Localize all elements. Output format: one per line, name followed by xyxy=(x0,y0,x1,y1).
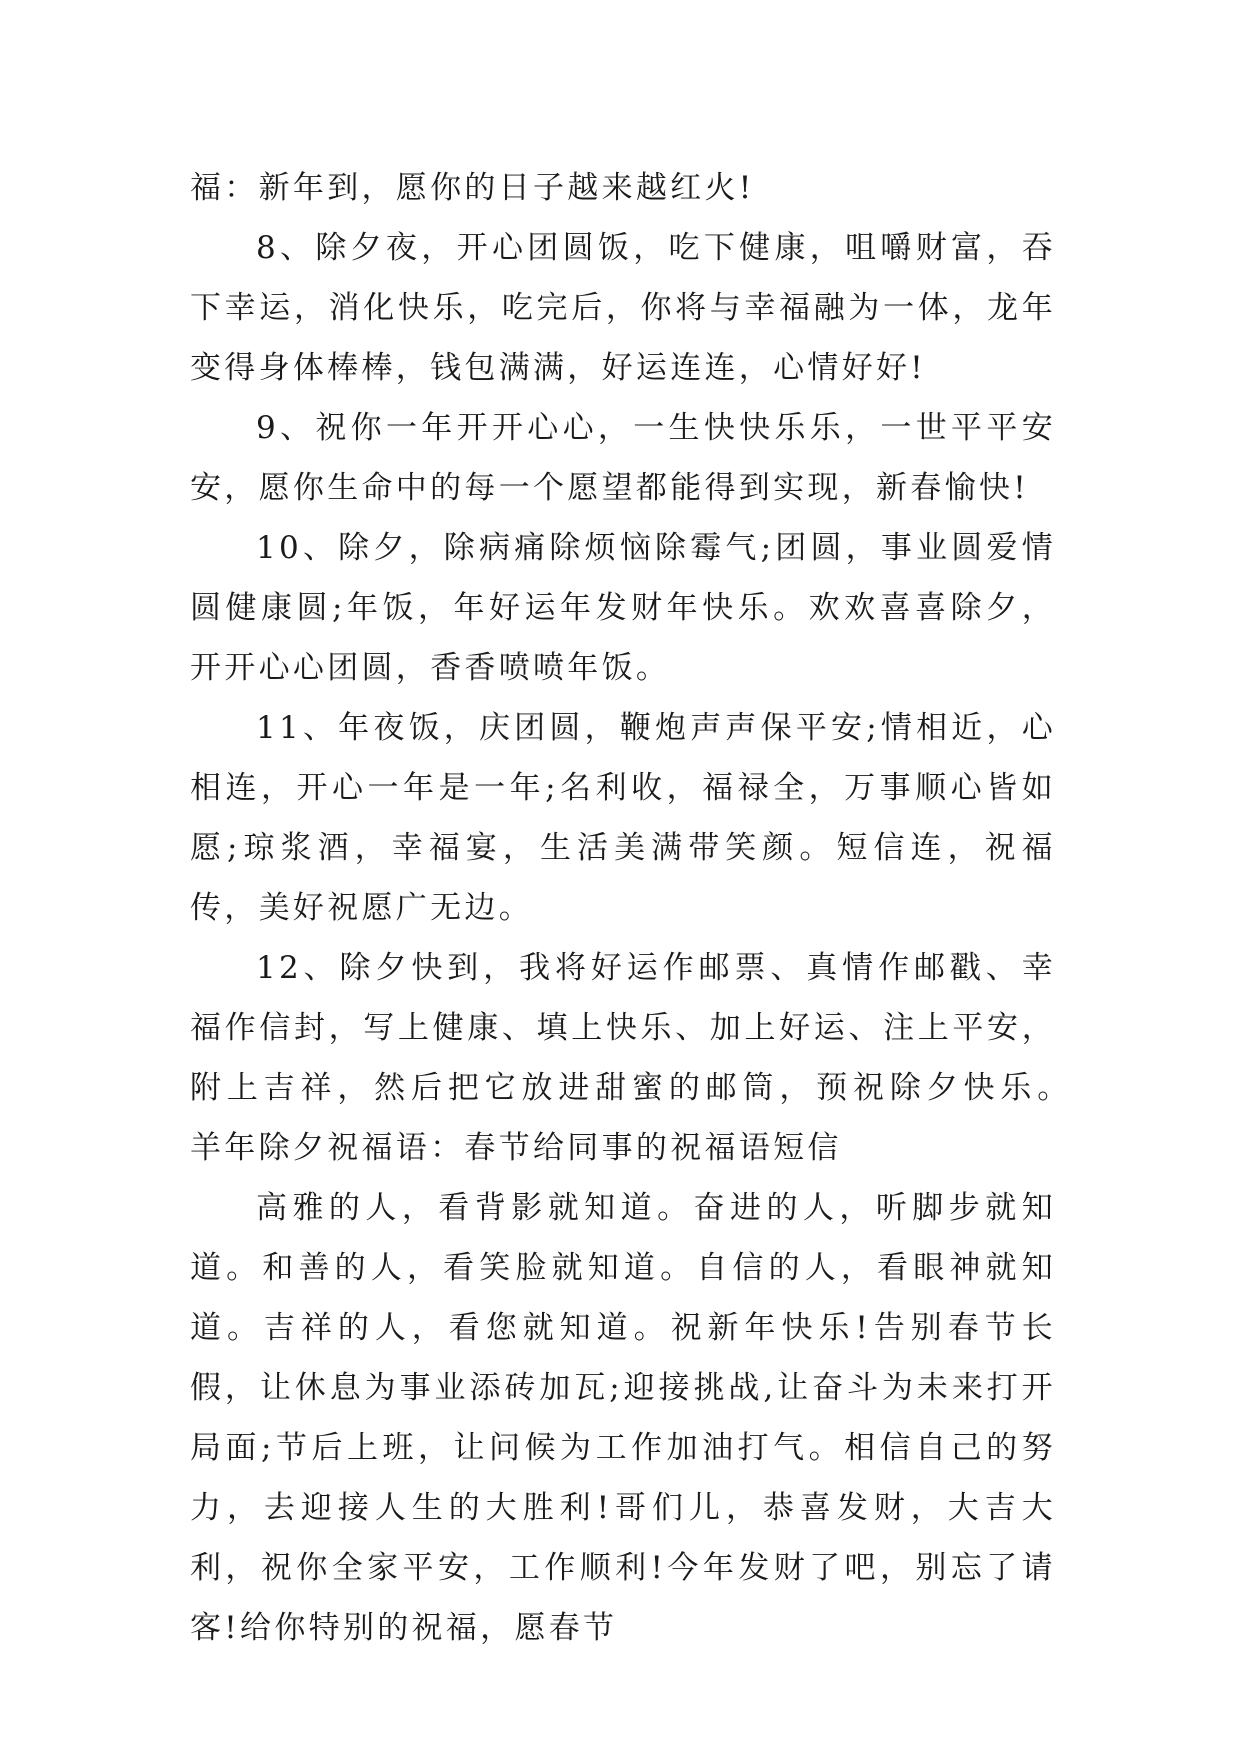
paragraph-item-10: 10、除夕，除病痛除烦恼除霉气;团圆，事业圆爱情圆健康圆;年饭，年好运年发财年快乐。欢欢喜喜除夕，开开心心团圆，香香喷喷年饭。 xyxy=(190,530,1056,686)
document-body xyxy=(190,158,1125,1658)
paragraph-item-11: 11、年夜饭，庆团圆，鞭炮声声保平安;情相近，心相连，开心一年是一年;名利收，福禄全，万事顺心皆如愿;琼浆酒，幸福宴，生活美满带笑颜。短信连，祝福传，美好祝愿广无边。 xyxy=(190,710,1056,926)
paragraph-item-8: 8、除夕夜，开心团圆饭，吃下健康，咀嚼财富，吞下幸运，消化快乐，吃完后，你将与幸福融为一体，龙年变得身体棒棒，钱包满满，好运连连，心情好好! xyxy=(190,230,1056,386)
paragraph-item-9: 9、祝你一年开开心心，一生快快乐乐，一世平平安安，愿你生命中的每一个愿望都能得到实现，新春愉快! xyxy=(190,410,1056,506)
paragraph-item-12: 12、除夕快到，我将好运作邮票、真情作邮戳、幸福作信封，写上健康、填上快乐、加上好运、注上平安，附上吉祥，然后把它放进甜蜜的邮筒，预祝除夕快乐。 羊年除夕祝福语：春节给同事的祝福语短信 xyxy=(190,950,1125,1166)
paragraph-colleague-wishes: 高雅的人，看背影就知道。奋进的人，听脚步就知道。和善的人，看笑脸就知道。自信的人，看眼神就知道。吉祥的人，看您就知道。祝新年快乐!告别春节长假，让休息为事业添砖加瓦;迎接挑战,让奋斗为未来打开局面;节后上班，让问候为工作加油打气。相信自己的努力，去迎接人生的大胜利!哥们儿，恭喜发财，大吉大利，祝你全家平安，工作顺利!今年发财了吧，别忘了请客!给你特别的祝福，愿春节 xyxy=(190,1190,1056,1646)
paragraph-continuation: 福：新年到，愿你的日子越来越红火! xyxy=(190,170,755,206)
